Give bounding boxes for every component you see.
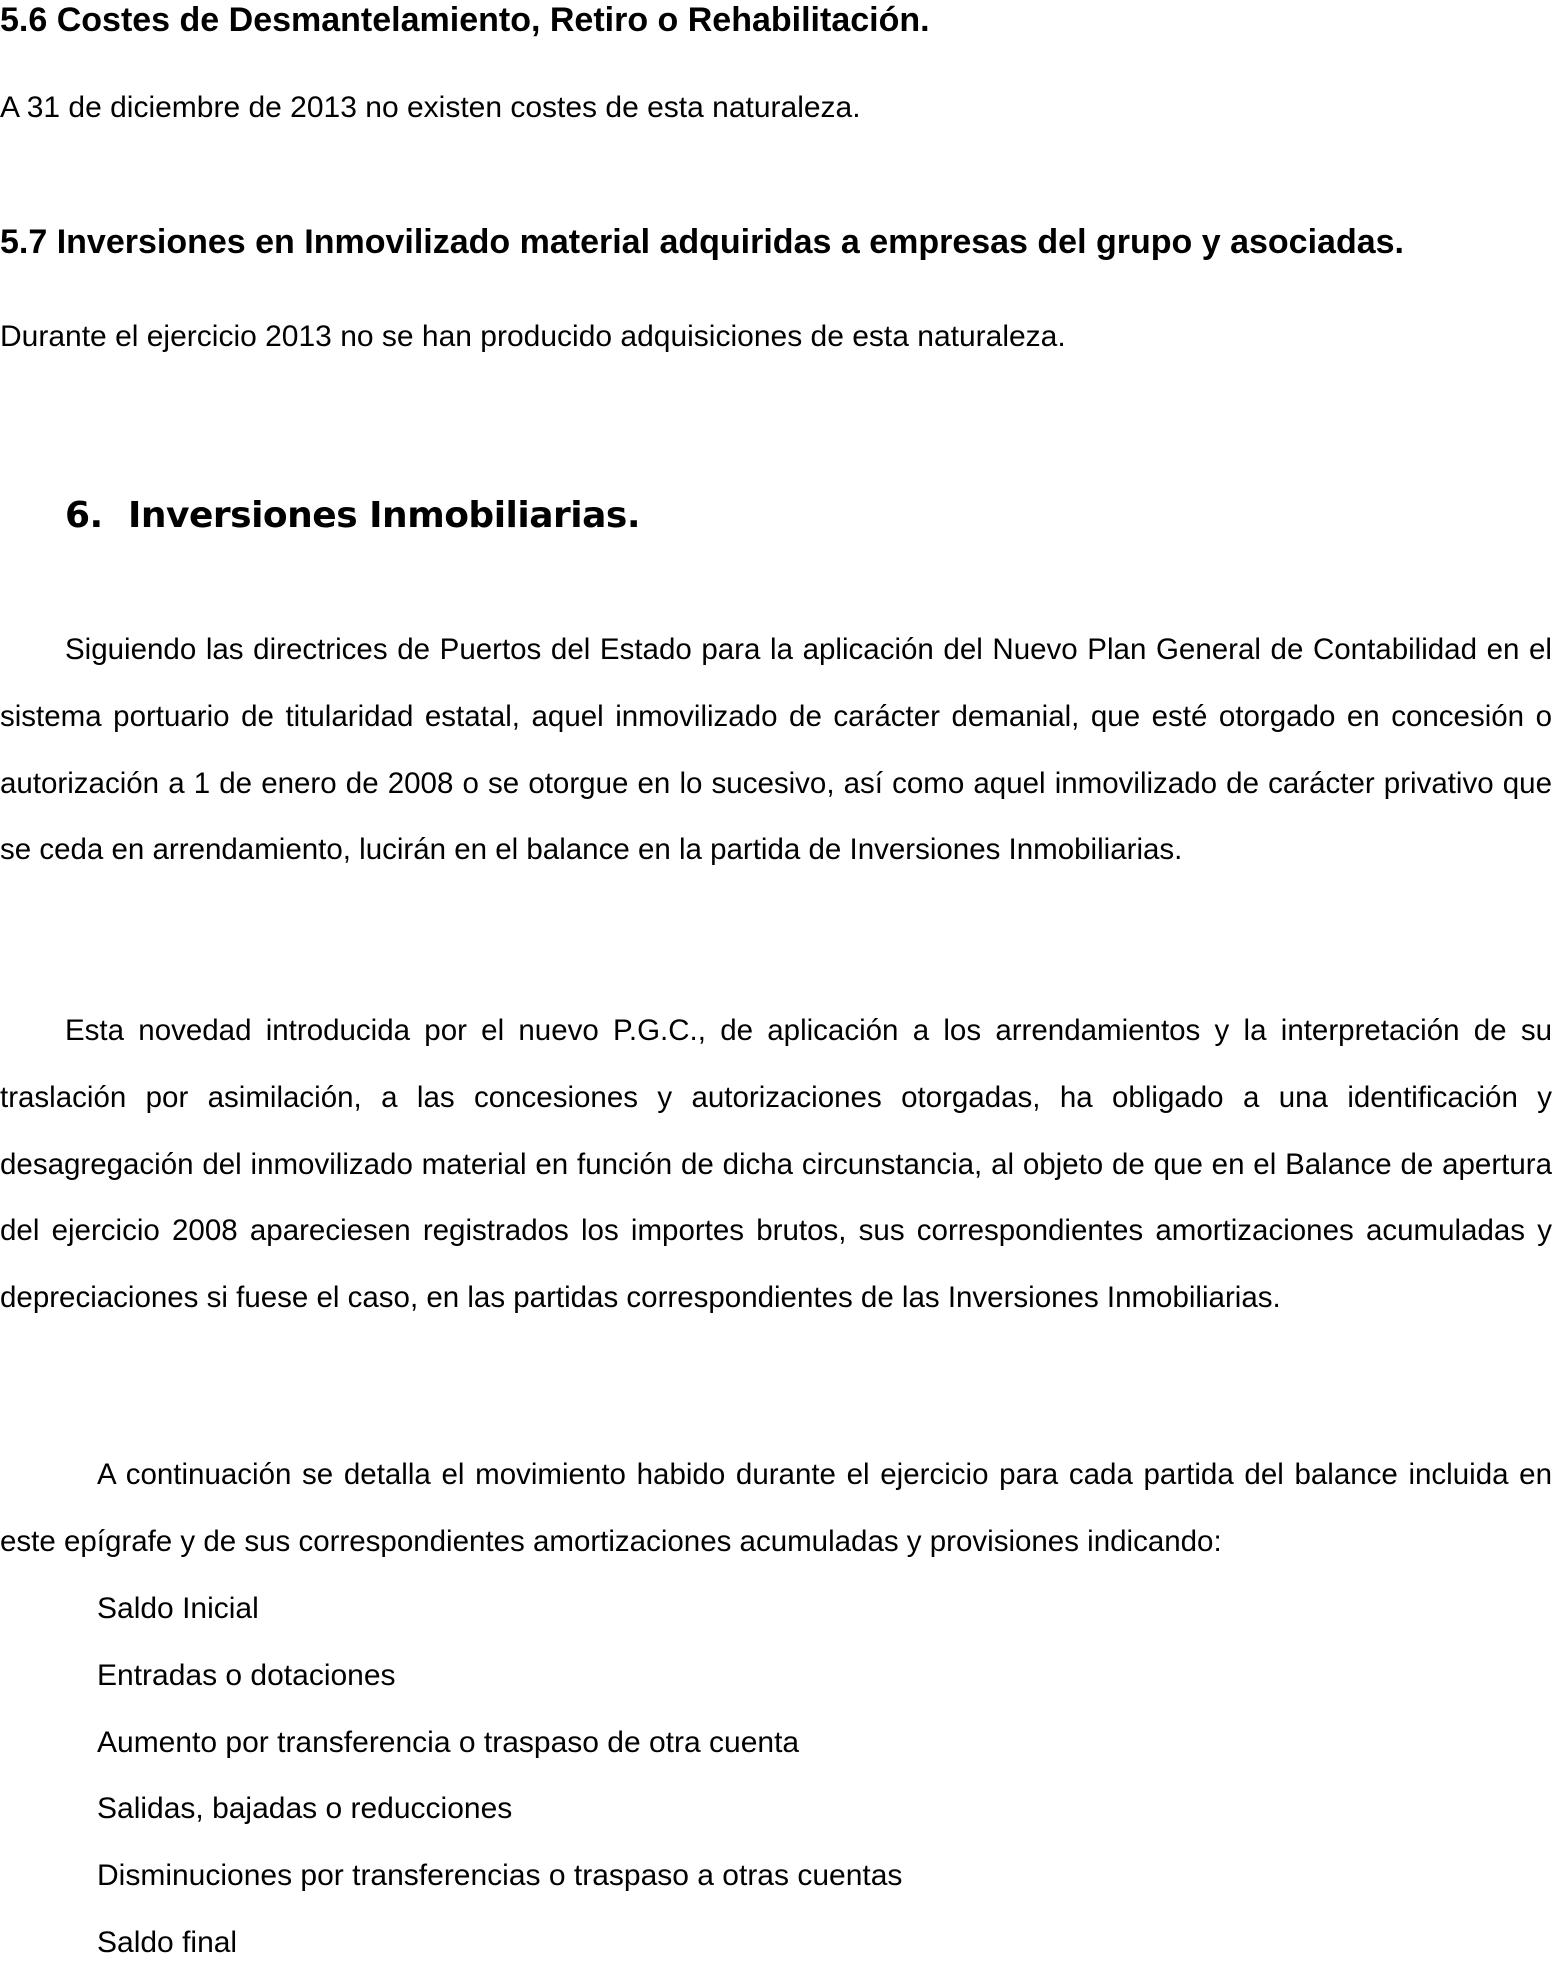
chapter-number: 6. <box>65 495 103 536</box>
list-item: Salidas, bajadas o reducciones <box>97 1792 513 1826</box>
chapter-title: Inversiones Inmobiliarias. <box>128 495 641 536</box>
list-item: Entradas o dotaciones <box>97 1658 396 1692</box>
list-item: Saldo final <box>97 1925 238 1959</box>
chapter-heading <box>65 492 640 540</box>
section-body-5-6: A 31 de diciembre de 2013 no existen costes de esta naturaleza. <box>0 91 861 124</box>
paragraph-3: A continuación se detalla el movimiento habido durante el ejercicio para cada partida del balance incluida en este epígrafe y de sus correspondientes amortizaciones acumuladas y provisiones indicando: <box>0 1458 1552 1558</box>
paragraph-2: Esta novedad introducida por el nuevo P.G.C., de aplicación a los arrendamientos y la interpretación de su traslación por asimilación, a las concesiones y autorizaciones otorgadas, ha obligado a una identificación y desagregación del inmovilizado material en función de dicha circunstancia, al objeto de que en el Balance de apertura del ejercicio 2008 apareciesen registrados los importes brutos, sus correspondientes amortizaciones acumuladas y depreciaciones si fuese el caso, en las partidas correspondientes de las Inversiones Inmobiliarias. <box>0 1014 1552 1315</box>
movement-list <box>97 1576 902 1977</box>
list-item: Aumento por transferencia o traspaso de otra cuenta <box>97 1725 800 1759</box>
paragraph-1: Siguiendo las directrices de Puertos del Estado para la aplicación del Nuevo Plan General de Contabilidad en el sistema portuario de titularidad estatal, aquel inmovilizado de carácter demanial, que esté otorgado en concesión o autorización a 1 de enero de 2008 o se otorgue en lo sucesivo, así como aquel inmovilizado de carácter privativo que se ceda en arrendamiento, lucirán en el balance en la partida de Inversiones Inmobiliarias. <box>0 633 1552 867</box>
section-body-5-7: Durante el ejercicio 2013 no se han producido adquisiciones de esta naturaleza. <box>0 320 1066 353</box>
list-item: Disminuciones por transferencias o traspaso a otras cuentas <box>97 1859 903 1893</box>
section-heading-5-7: 5.7 Inversiones en Inmovilizado material adquiridas a empresas del grupo y asociadas. <box>0 223 1404 261</box>
section-heading-5-6: 5.6 Costes de Desmantelamiento, Retiro o Rehabilitación. <box>0 1 930 39</box>
list-item: Saldo Inicial <box>97 1592 259 1625</box>
